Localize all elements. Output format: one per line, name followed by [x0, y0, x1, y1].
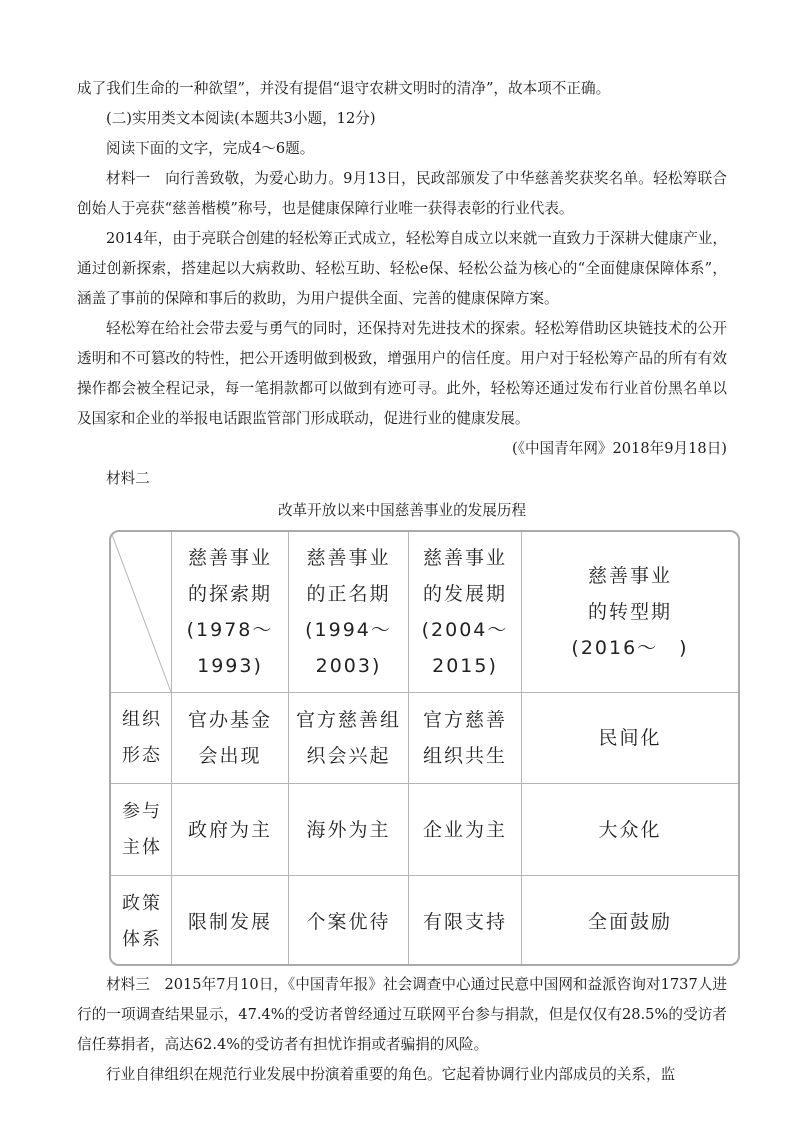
- material-one-text: 向行善致敬，为爱心助力。9月13日，民政部颁发了中华慈善奖获奖名单。轻松筹联合创始人于亮获“慈善楷模”称号，也是健康保障行业唯一获得表彰的行业代表。: [77, 170, 727, 217]
- table-header-row: [111, 532, 738, 692]
- table-row-participants: [111, 783, 738, 875]
- material-one-label: 材料一: [106, 170, 151, 187]
- table-cell: 官办基金 会出现: [171, 693, 288, 783]
- paragraph-continuation: 成了我们生命的一种欲望”，并没有提倡“退守农耕文明时的清净”，故本项不正确。: [77, 80, 611, 97]
- material-three-paragraph: [77, 970, 727, 1060]
- header-exploration-period: 慈善事业 的探索期 (1978～ 1993): [171, 532, 288, 692]
- table-row-organization: [111, 692, 738, 783]
- table-caption: 改革开放以来中国慈善事业的发展历程: [277, 502, 527, 519]
- charity-history-table: [109, 530, 740, 966]
- table-cell: 政府为主: [171, 784, 288, 875]
- source-citation: (《中国青年网》2018年9月18日): [511, 440, 727, 457]
- material-three-text: 2015年7月10日，《中国青年报》社会调查中心通过民意中国网和益派咨询对1737人进行的一项调查结果显示，47.4%的受访者曾经通过互联网平台参与捐款，但是仅仅有28.5%的受访者信任募捐者，高达62.4%的受访者有担忧诈捐或者骗捐的风险。: [77, 976, 727, 1053]
- paragraph-technology: 轻松筹在给社会带去爱与勇气的同时，还保持对先进技术的探索。轻松筹借助区块链技术的公开透明和不可篡改的特性，把公开透明做到极致，增强用户的信任度。用户对于轻松筹产品的所有有效操作都会被全程记录，每一笔捐款都可以做到有迹可寻。此外，轻松筹还通过发布行业首份黑名单以及国家和企业的举报电话跟监管部门形成联动，促进行业的健康发展。: [77, 320, 727, 427]
- table-cell: 海外为主: [288, 784, 408, 875]
- instruction-line: 阅读下面的文字，完成4～6题。: [106, 140, 315, 157]
- table-cell: 限制发展: [171, 876, 288, 966]
- paragraph-self-regulation: 行业自律组织在规范行业发展中扮演着重要的角色。它起着协调行业内部成员的关系，监: [106, 1066, 676, 1083]
- table-cell: 官方慈善组 织会兴起: [288, 693, 408, 783]
- table-cell: 企业为主: [408, 784, 521, 875]
- row-label-policy: 政策 体系: [122, 893, 162, 950]
- table-cell: 民间化: [521, 693, 738, 783]
- header-naming-period: 慈善事业 的正名期 (1994～ 2003): [288, 532, 408, 692]
- header-transformation-period: 慈善事业 的转型期 (2016～ ): [521, 532, 738, 692]
- table-row-policy: [111, 875, 738, 966]
- header-development-period: 慈善事业 的发展期 (2004～ 2015): [408, 532, 521, 692]
- material-three-label: 材料三: [106, 976, 150, 993]
- table-cell: 官方慈善 组织共生: [408, 693, 521, 783]
- material-one-paragraph: [77, 164, 727, 224]
- section-heading: (二)实用类文本阅读(本题共3小题，12分): [106, 110, 376, 127]
- row-label-organization: 组织 形态: [122, 709, 162, 766]
- table-cell: 个案优待: [288, 876, 408, 966]
- row-label-participants: 参与 主体: [122, 800, 162, 858]
- table-cell: 全面鼓励: [521, 876, 738, 966]
- document-page: [77, 74, 727, 1090]
- table-cell: 有限支持: [408, 876, 521, 966]
- table-cell: 大众化: [521, 784, 738, 875]
- corner-cell: [111, 532, 171, 692]
- paragraph-2014: 2014年，由于亮联合创建的轻松筹正式成立，轻松筹自成立以来就一直致力于深耕大健康产业，通过创新探索，搭建起以大病救助、轻松互助、轻松e保、轻松公益为核心的“全面健康保障体系”，涵盖了事前的保障和事后的救助，为用户提供全面、完善的健康保障方案。: [77, 230, 727, 307]
- material-two-label: 材料二: [106, 470, 150, 487]
